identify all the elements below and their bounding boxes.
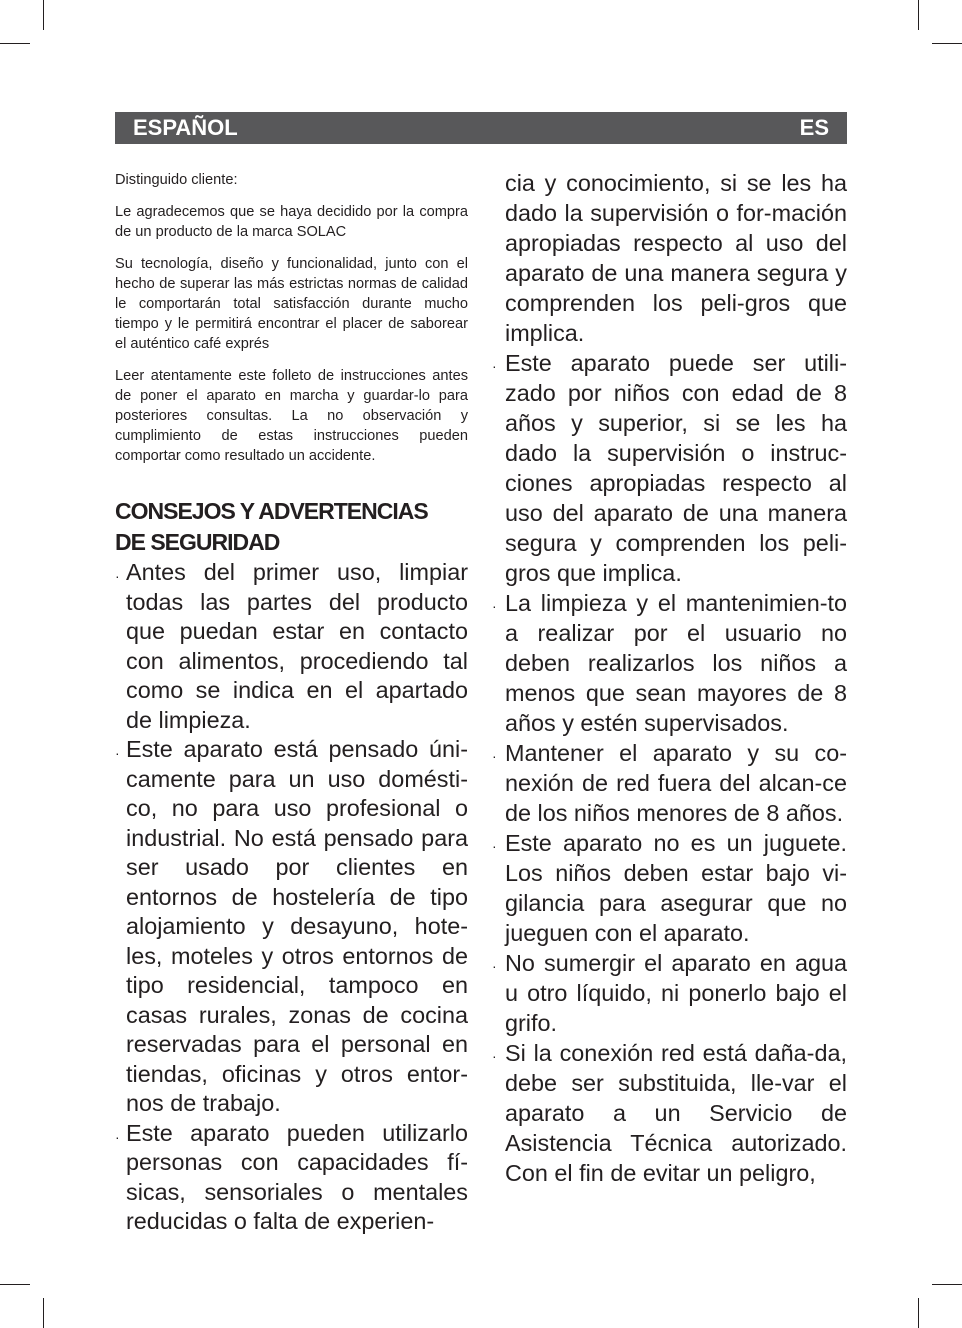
safety-title-line-1: CONSEJOS Y ADVERTENCIAS xyxy=(115,498,428,524)
crop-mark-bottom-left-vertical xyxy=(43,1298,44,1328)
list-item xyxy=(115,558,468,735)
list-item-text: Antes del primer uso, limpiar todas las partes del producto que puedan estar en contacto con alimentos, procediendo tal como se indica en el apartado de limpieza. xyxy=(126,559,468,733)
crop-mark-top-right-vertical xyxy=(918,0,919,30)
language-header-bar xyxy=(115,112,847,144)
crop-mark-bottom-right-vertical xyxy=(918,1298,919,1328)
bullet-marker: · xyxy=(115,1128,120,1145)
crop-mark-bottom-left-horizontal xyxy=(0,1284,30,1285)
list-item-text: Mantener el aparato y su co-nexión de red fuera del alcan-ce de los niños menores de 8 años. xyxy=(505,740,847,826)
continuation-text: cia y conocimiento, si se les ha dado la supervisión o for-mación apropiadas respecto al uso del aparato de una manera segura y comprenden los peli-gros que implica. xyxy=(505,170,847,346)
list-item-text: Este aparato no es un juguete. Los niños deben estar bajo vi-gilancia para asegurar que no jueguen con el aparato. xyxy=(505,830,847,946)
bullet-marker: · xyxy=(492,748,497,764)
list-item xyxy=(115,735,468,1119)
bullet-marker: · xyxy=(492,1048,497,1064)
list-item-text: La limpieza y el mantenimien-to a realizar por el usuario no deben realizarlos los niños a menos que sean mayores de 8 años y estén supervisados. xyxy=(505,590,847,736)
language-title: ESPAÑOL xyxy=(133,115,238,140)
crop-mark-top-right-horizontal xyxy=(932,43,962,44)
list-item xyxy=(115,1119,468,1237)
bullet-marker: · xyxy=(492,958,497,974)
safety-section-title xyxy=(115,496,468,558)
list-item xyxy=(492,348,847,588)
safety-title-line-2: DE SEGURIDAD xyxy=(115,529,280,555)
list-item xyxy=(492,588,847,738)
bullet-marker: · xyxy=(492,358,497,374)
right-column xyxy=(492,168,847,1188)
left-column xyxy=(115,170,468,1237)
bullet-marker: · xyxy=(492,598,497,614)
list-item-text: Este aparato está pensado úni-camente para un uso domésti-co, no para uso profesional o industrial. No está pensado para ser usado por clientes en entornos de hostelería de tipo alojamiento y desayuno, hote-les, moteles y otros entornos de tipo residencial, tampoco en casas rurales, zonas de cocina reservadas para el personal en tiendas, oficinas y otros entor-nos de trabajo. xyxy=(126,736,468,1116)
list-item xyxy=(492,828,847,948)
list-item-text: Este aparato pueden utilizarlo personas con capacidades fí-sicas, sensoriales o mentales reducidas o falta de experien- xyxy=(126,1119,468,1234)
crop-mark-bottom-right-horizontal xyxy=(932,1284,962,1285)
list-item xyxy=(492,738,847,828)
list-item-text: No sumergir el aparato en agua u otro líquido, ni ponerlo bajo el grifo. xyxy=(505,950,847,1036)
list-item-text: Este aparato puede ser utili-zado por niños con edad de 8 años y superior, si se les ha dado la supervisión o instruc-ciones apropiadas respecto al uso del aparato de una manera segura y comprenden los peli-gros que implica. xyxy=(505,350,847,586)
left-bullet-list xyxy=(115,558,468,1237)
intro-paragraph-1: Le agradecemos que se haya decidido por la compra de un producto de la marca SOLAC xyxy=(115,204,468,240)
bullet-marker: · xyxy=(115,568,120,584)
list-item xyxy=(492,1038,847,1188)
right-bullet-list xyxy=(492,348,847,1188)
greeting-text: Distinguido cliente: xyxy=(115,172,238,188)
crop-mark-top-left-vertical xyxy=(43,0,44,30)
intro-paragraph-2: Su tecnología, diseño y funcionalidad, junto con el hecho de superar las más estrictas normas de calidad le comportarán total satisfacción durante mucho tiempo y le permitirá encontrar el placer de saborear el auténtico café exprés xyxy=(115,256,468,352)
list-item xyxy=(492,948,847,1038)
bullet-marker: · xyxy=(115,745,120,761)
crop-mark-top-left-horizontal xyxy=(0,43,30,44)
intro-paragraph-3: Leer atentamente este folleto de instrucciones antes de poner el aparato en marcha y guardar-lo para posteriores consultas. La no observación y cumplimiento de estas instrucciones pueden comportar como resultado un accidente. xyxy=(115,368,468,464)
language-code: ES xyxy=(799,115,829,140)
list-item-text: Si la conexión red está daña-da, debe ser substituida, lle-var el aparato a un Servicio de Asistencia Técnica autorizado. Con el fin de evitar un peligro, xyxy=(505,1040,847,1186)
bullet-marker: · xyxy=(492,838,497,854)
